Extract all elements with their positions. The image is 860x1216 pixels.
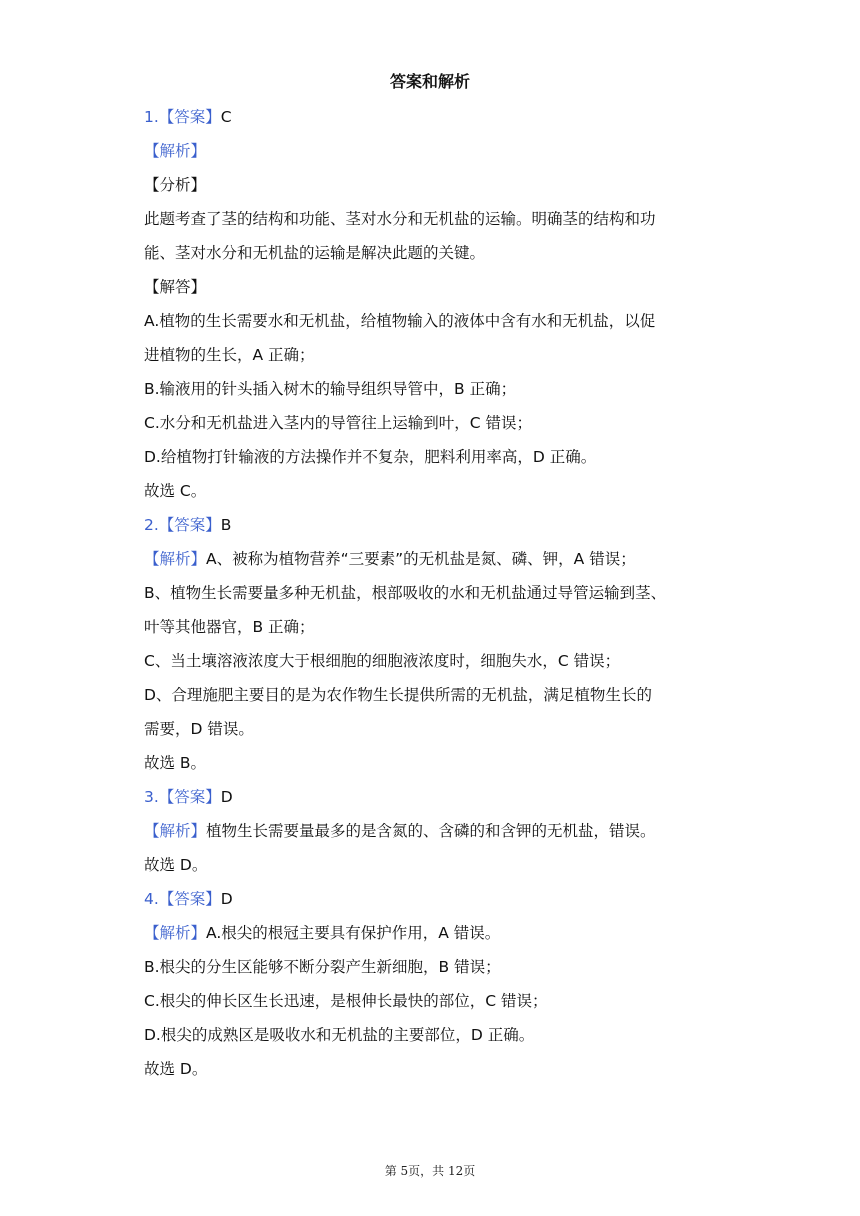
line-text: 故选 D。 xyxy=(144,1060,208,1078)
line-text: B.输液用的针头插入树木的输导组织导管中，B 正确； xyxy=(144,380,517,398)
line-text: 叶等其他器官，B 正确； xyxy=(144,618,315,636)
line-text: C、当土壤溶液浓度大于根细胞的细胞液浓度时，细胞失水，C 错误； xyxy=(144,652,621,670)
text-line xyxy=(144,372,724,406)
text-line xyxy=(144,984,724,1018)
line-text: B xyxy=(220,516,232,534)
section-label: 3.【答案】 xyxy=(144,788,221,806)
line-text: A、被称为植物营养“三要素”的无机盐是氮、磷、钾，A 错误； xyxy=(206,550,636,568)
text-line xyxy=(144,134,724,168)
line-text: D、合理施肥主要目的是为农作物生长提供所需的无机盐，满足植物生长的 xyxy=(144,686,652,704)
line-text: C xyxy=(220,108,232,126)
text-line xyxy=(144,202,724,236)
text-line xyxy=(144,610,724,644)
text-line xyxy=(144,406,724,440)
section-label: 【解析】 xyxy=(144,924,207,942)
text-line xyxy=(144,576,724,610)
line-text: 进植物的生长，A 正确； xyxy=(144,346,315,364)
line-text: C.水分和无机盐进入茎内的导管往上运输到叶，C 错误； xyxy=(144,414,533,432)
line-text: A.植物的生长需要水和无机盐，给植物输入的液体中含有水和无机盐，以促 xyxy=(144,312,656,330)
line-text: 能、茎对水分和无机盐的运输是解决此题的关键。 xyxy=(144,244,486,262)
section-label: 【解析】 xyxy=(144,822,207,840)
text-line xyxy=(144,304,724,338)
text-line xyxy=(144,168,724,202)
section-label: 1.【答案】 xyxy=(144,108,221,126)
answer-content xyxy=(144,100,724,1086)
line-text: D xyxy=(220,890,233,908)
line-text: 【解答】 xyxy=(144,278,207,296)
text-line xyxy=(144,508,724,542)
text-line xyxy=(144,542,724,576)
line-text: D.根尖的成熟区是吸收水和无机盐的主要部位，D 正确。 xyxy=(144,1026,535,1044)
line-text: 【分析】 xyxy=(144,176,207,194)
text-line xyxy=(144,712,724,746)
text-line xyxy=(144,950,724,984)
line-text: 植物生长需要量最多的是含氮的、含磷的和含钾的无机盐，错误。 xyxy=(206,822,656,840)
text-line xyxy=(144,644,724,678)
section-label: 【解析】 xyxy=(144,550,207,568)
text-line xyxy=(144,882,724,916)
text-line xyxy=(144,270,724,304)
text-line xyxy=(144,338,724,372)
text-line xyxy=(144,236,724,270)
line-text: D.给植物打针输液的方法操作并不复杂，肥料利用率高，D 正确。 xyxy=(144,448,597,466)
text-line xyxy=(144,746,724,780)
line-text: B.根尖的分生区能够不断分裂产生新细胞，B 错误； xyxy=(144,958,501,976)
line-text: 故选 D。 xyxy=(144,856,208,874)
text-line xyxy=(144,814,724,848)
page-footer: 第 5页，共 12页 xyxy=(384,1164,476,1178)
text-line xyxy=(144,474,724,508)
text-line xyxy=(144,780,724,814)
section-label: 4.【答案】 xyxy=(144,890,221,908)
line-text: D xyxy=(220,788,233,806)
line-text: 故选 B。 xyxy=(144,754,207,772)
text-line xyxy=(144,1052,724,1086)
line-text: 故选 C。 xyxy=(144,482,207,500)
text-line xyxy=(144,678,724,712)
text-line xyxy=(144,848,724,882)
text-line xyxy=(144,916,724,950)
line-text: B、植物生长需要量多种无机盐，根部吸收的水和无机盐通过导管运输到茎、 xyxy=(144,584,667,602)
page-title: 答案和解析 xyxy=(389,72,470,91)
section-label: 【解析】 xyxy=(144,142,207,160)
section-label: 2.【答案】 xyxy=(144,516,221,534)
text-line xyxy=(144,1018,724,1052)
text-line xyxy=(144,440,724,474)
line-text: A.根尖的根冠主要具有保护作用，A 错误。 xyxy=(206,924,501,942)
text-line xyxy=(144,100,724,134)
line-text: 需要，D 错误。 xyxy=(144,720,254,738)
line-text: C.根尖的伸长区生长迅速，是根伸长最快的部位，C 错误； xyxy=(144,992,548,1010)
line-text: 此题考查了茎的结构和功能、茎对水分和无机盐的运输。明确茎的结构和功 xyxy=(144,210,656,228)
